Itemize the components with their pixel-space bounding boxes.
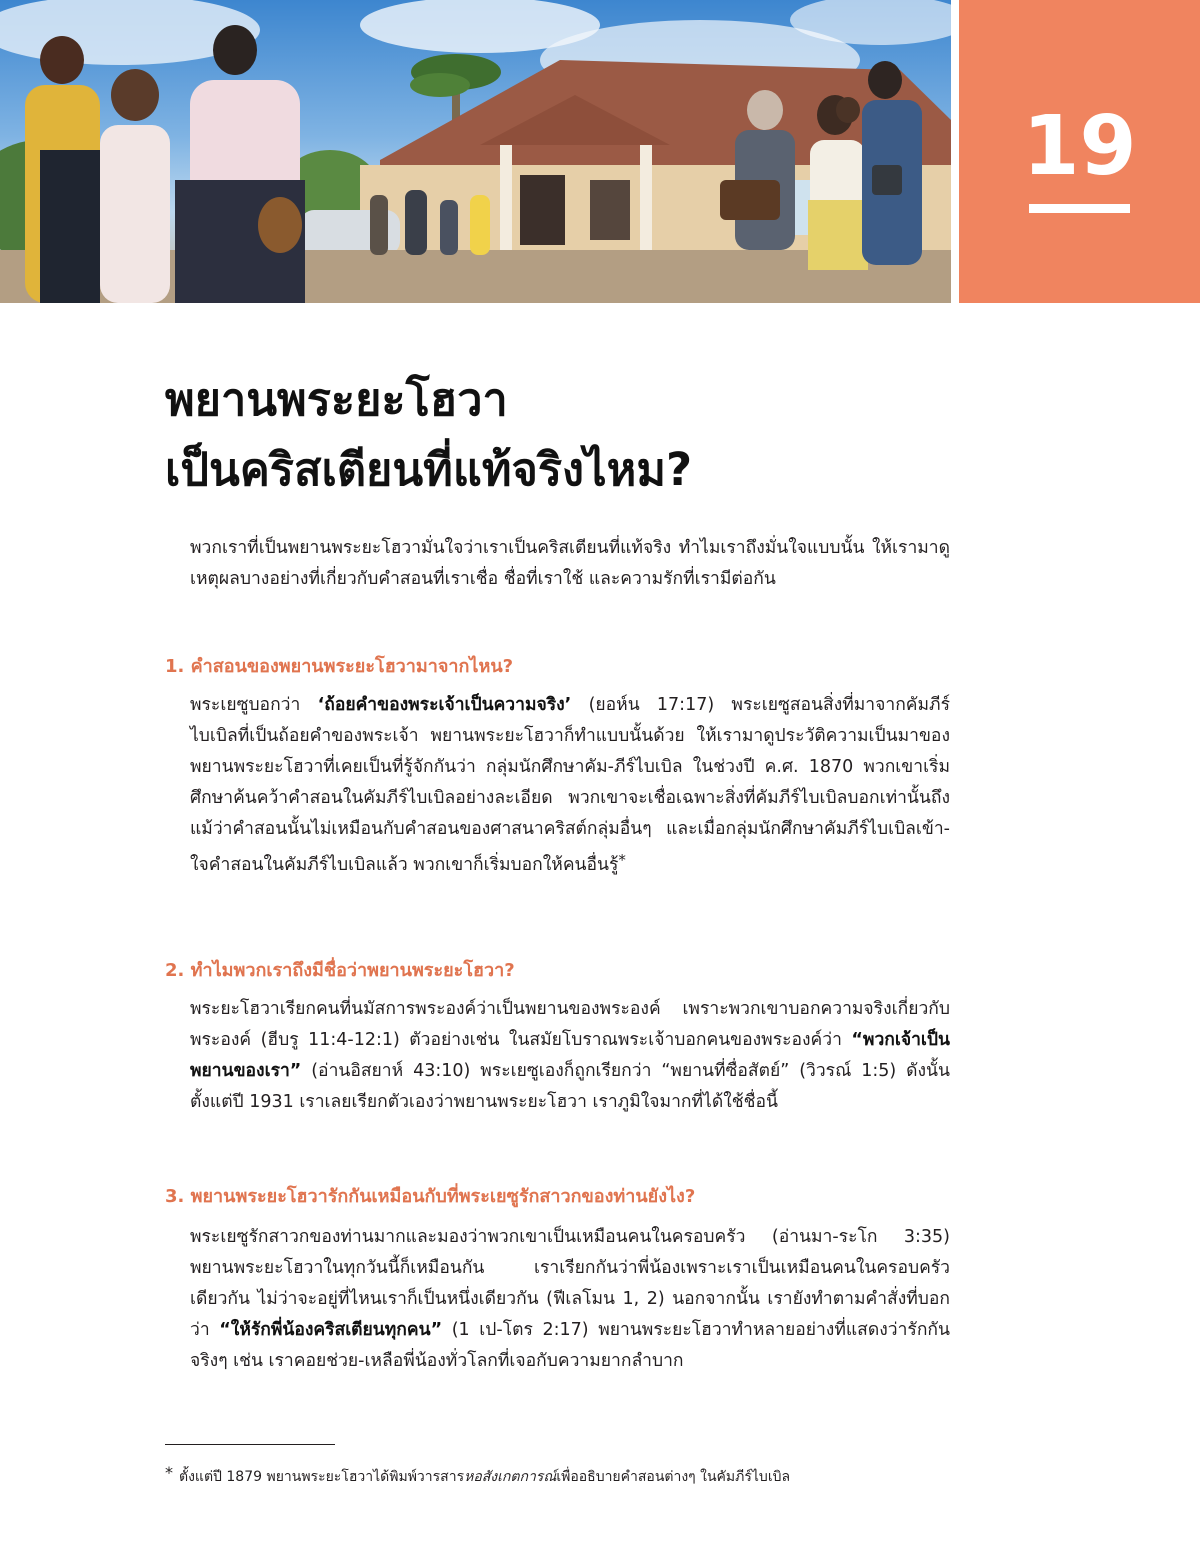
footnote-text-after: เพื่ออธิบายคำสอนต่างๆ ในคัมภีร์ไบเบิล — [556, 1469, 791, 1485]
question-2: 2. ทำไมพวกเราถึงมีชื่อว่าพยานพระยะโฮวา? — [165, 960, 515, 981]
footnote — [165, 1462, 965, 1488]
page-title — [165, 365, 1065, 505]
answer-2-quote: “พวกเจ้าเป็นพยานของเรา” — [190, 1030, 950, 1081]
answer-1-text-after: (ยอห์น 17:17) พระเยซูสอนสิ่งที่มาจากคัมภีร์ไบเบิลที่เป็นถ้อยคำของพระเจ้า พยานพระยะโฮวาก็ทำแบบนั้นด้วย ให้เรามาดูประวัติความเป็นมาของพยานพระยะโฮวาที่เคยเป็นที่รู้จักกันว่า กลุ่มนักศึกษาคัม-ภีร์ไบเบิล ในช่วงปี ค.ศ. 1870 พวกเขาเริ่มศึกษาค้นคว้าคำสอนในคัมภีร์ไบเบิลอย่างละเอียด พวกเขาจะเชื่อเฉพาะสิ่งที่คัมภีร์ไบเบิลบอกเท่านั้นถึงแม้ว่าคำสอนนั้นไม่เหมือนกับคำสอนของศาสนาคริสต์กลุ่มอื่นๆ และเมื่อกลุ่มนักศึกษาคัมภีร์ไบเบิลเข้า-ใจคำสอนในคัมภีร์ไบเบิลแล้ว พวกเขาก็เริ่มบอกให้คนอื่นรู้ — [190, 695, 950, 875]
answer-1-quote: ‘ถ้อยคำของพระเจ้าเป็นความจริง’ — [317, 695, 572, 715]
answer-2-text-after: (อ่านอิสยาห์ 43:10) พระเยซูเองก็ถูกเรียกว่า “พยานที่ซื่อสัตย์” (วิวรณ์ 1:5) ดังนั้น ตั้งแต่ปี 1931 เราเลยเรียกตัวเองว่าพยานพระยะโฮวา เราภูมิใจมากที่ได้ใช้ชื่อนี้ — [190, 1061, 950, 1112]
answer-3-text-after: (1 เป-โตร 2:17) พยานพระยะโฮวาทำหลายอย่างที่แสดงว่ารักกันจริงๆ เช่น เราคอยช่วย-เหลือพี่น้องทั่วโลกที่เจอกับความยากลำบาก — [190, 1320, 950, 1371]
header-photo — [0, 0, 951, 303]
answer-3 — [190, 1222, 950, 1432]
question-1: 1. คำสอนของพยานพระยะโฮวามาจากไหน? — [165, 656, 514, 677]
answer-2-text-before: พระยะโฮวาเรียกคนที่นมัสการพระองค์ว่าเป็นพยานของพระองค์ เพราะพวกเขาบอกความจริงเกี่ยวกับพระองค์ (ฮีบรู 11:4-12:1) ตัวอย่างเช่น ในสมัยโบราณพระเจ้าบอกคนของพระองค์ว่า — [190, 999, 950, 1050]
footnote-magazine-title: หอสังเกตการณ์ — [464, 1469, 557, 1485]
question-3: 3. พยานพระยะโฮวารักกันเหมือนกับที่พระเยซูรักสาวกของท่านยังไง? — [165, 1186, 696, 1207]
intro-paragraph: พวกเราที่เป็นพยานพระยะโฮวามั่นใจว่าเราเป็นคริสเตียนที่แท้จริง ทำไมเราถึงมั่นใจแบบนั้น ให้เรามาดูเหตุผลบางอย่างที่เกี่ยวกับคำสอนที่เราเชื่อ ชื่อที่เราใช้ และความรักที่เรามีต่อกัน — [190, 538, 950, 589]
answer-1 — [190, 690, 950, 940]
chapter-number-box — [959, 0, 1200, 303]
answer-3-text-before: พระเยซูรักสาวกของท่านมากและมองว่าพวกเขาเป็นเหมือนคนในครอบครัว (อ่านมา-ระโก 3:35) พยานพระยะโฮวาในทุกวันนี้ก็เหมือนกัน เราเรียกกันว่าพี่น้องเพราะเราเป็นเหมือนคนในครอบครัวเดียวกัน ไม่ว่าจะอยู่ที่ไหนเราก็เป็นหนึ่งเดียวกัน (ฟีเลโมน 1, 2) นอกจากนั้น เรายังทำตามคำสั่งที่บอกว่า — [190, 1227, 950, 1340]
chapter-number: 19 — [1022, 99, 1137, 194]
answer-2 — [190, 994, 950, 1174]
footnote-text-before: ตั้งแต่ปี 1879 พยานพระยะโฮวาได้พิมพ์วารสาร — [179, 1469, 465, 1485]
footnote-mark: * — [165, 1463, 173, 1482]
header-photo-illustration — [0, 0, 951, 303]
answer-3-quote: “ให้รักพี่น้องคริสเตียนทุกคน” — [219, 1320, 443, 1340]
page-title-line-1: พยานพระยะโฮวา — [165, 373, 508, 426]
page-title-line-2: เป็นคริสเตียนที่แท้จริงไหม? — [165, 443, 693, 496]
footnote-reference[interactable]: * — [618, 851, 626, 869]
answer-1-text-before: พระเยซูบอกว่า — [190, 695, 301, 715]
footnote-divider — [165, 1444, 335, 1445]
chapter-underline — [1029, 204, 1130, 213]
